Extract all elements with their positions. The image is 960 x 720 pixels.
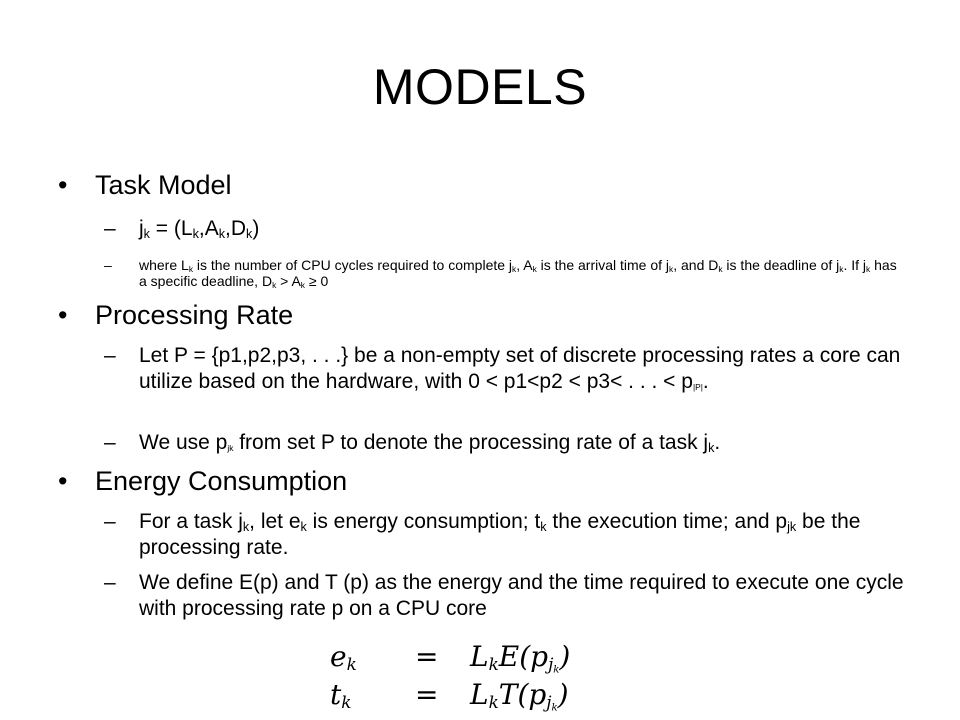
- dash: –: [104, 431, 116, 454]
- equation-equals: =: [415, 678, 439, 711]
- heading-task-model: Task Model: [95, 170, 232, 200]
- heading-energy: Energy Consumption: [95, 466, 348, 496]
- task-tuple-text: $j_k = (L_k,A_k,D_k)$: [139, 217, 260, 242]
- processing-set-text: Let P = {p1,p2,p3, . . .} be a non-empty set of discrete processing rates a core can utilize based on the hardware, with 0 < p1<p2 < p3< . . . < $p_{|P|}$.: [139, 344, 901, 393]
- equation-rhs: $L_kE(p_{j_k})$: [470, 640, 571, 676]
- bullet-dot: •: [58, 170, 68, 200]
- equation-equals: =: [415, 640, 439, 673]
- equation-lhs: $t_k$: [330, 678, 352, 713]
- task-definition-text: where $L_k$ is the number of CPU cycles required to complete $j_k$, $A_k$ is the arrival time of $j_k$, and $D_k$ is the deadline of $j_k$. If $j_k$ has a specific deadline, $D_k > A_k \ge 0$: [139, 257, 897, 291]
- dash: –: [104, 510, 116, 533]
- processing-rate-text: We use $p_{jk}$ from set P to denote the processing rate of a task $j_k$.: [139, 431, 721, 456]
- equation-lhs: $e_k$: [330, 640, 357, 675]
- energy-time-text: We define E(p) and T (p) as the energy and the time required to execute one cycle with processing rate p on a CPU core: [139, 571, 904, 620]
- slide-title: MODELS: [372, 59, 588, 115]
- dash: –: [104, 217, 116, 240]
- dash: –: [104, 257, 112, 273]
- energy-def-text: For a task $j_k$, let $e_k$ is energy consumption; $t_k$ the execution time; and $p_{jk}$ be the processing rate.: [139, 510, 861, 559]
- heading-processing-rate: Processing Rate: [95, 300, 294, 330]
- equation-rhs: $L_kT(p_{j_k})$: [470, 678, 569, 714]
- dash: –: [104, 344, 116, 367]
- dash: –: [104, 571, 116, 594]
- bullet-dot: •: [58, 466, 68, 496]
- bullet-dot: •: [58, 300, 68, 330]
